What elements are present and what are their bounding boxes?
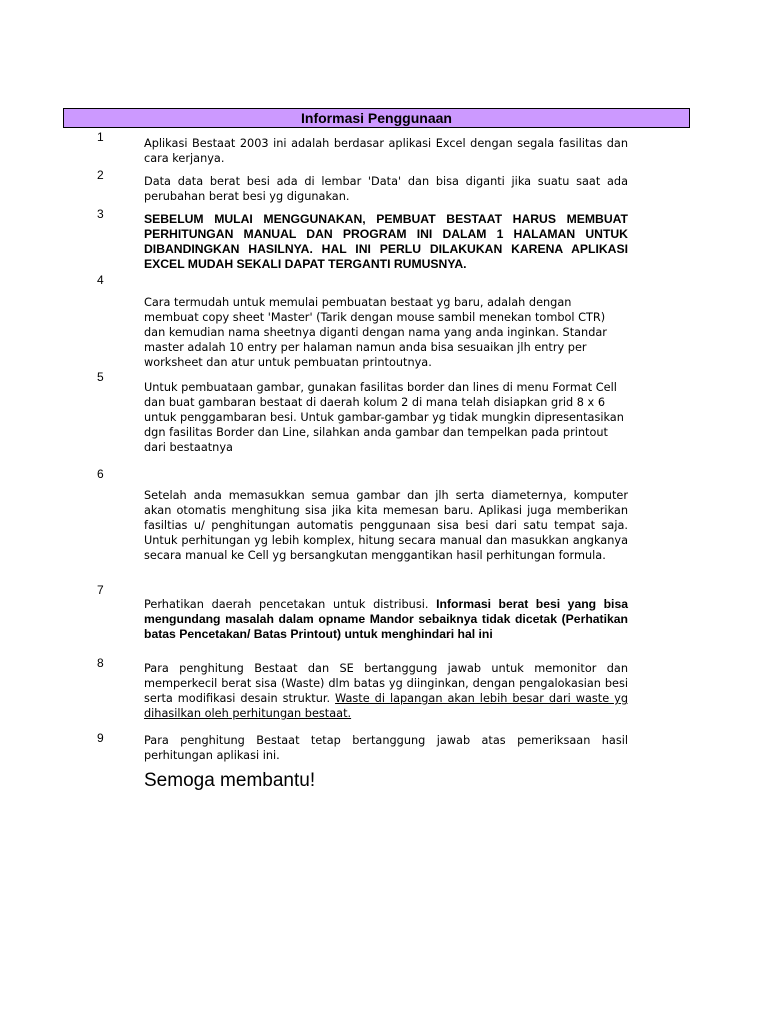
item-text-plain: Perhatikan daerah pencetakan untuk distribusi. <box>144 598 437 611</box>
section-title: Informasi Penggunaan <box>63 108 690 128</box>
item-text: Cara termudah untuk memulai pembuatan bestaat yg baru, adalah dengan membuat copy sheet 'Master' (Tarik dengan mouse sambil menekan tombol CTR) dan kemudian nama sheetnya diganti dengan nama yang anda inginkan. Standar master adalah 10 entry per halaman namun anda bisa sesuaikan jlh entry per worksheet dan atur untuk pembuatan printoutnya. <box>144 296 607 369</box>
item-text <box>144 597 628 642</box>
item-number: 3 <box>97 207 104 221</box>
item-text-plain: Para penghitung Bestaat dan SE bertanggung jawab untuk memonitor dan memperkecil berat sisa (Waste) dlm batas yg diinginkan, dengan pengalokasian besi serta modifikasi desain struktur. <box>144 662 628 705</box>
item-text <box>144 661 628 721</box>
item-number: 7 <box>97 583 104 597</box>
item-number: 2 <box>97 168 104 182</box>
item-text: SEBELUM MULAI MENGGUNAKAN, PEMBUAT BESTAAT HARUS MEMBUAT PERHITUNGAN MANUAL DAN PROGRAM INI DALAM 1 HALAMAN UNTUK DIBANDINGKAN HASILNYA. HAL INI PERLU DILAKUKAN KARENA APLIKASI EXCEL MUDAH SEKALI DAPAT TERGANTI RUMUSNYA. <box>144 212 628 271</box>
item-text: Untuk pembuataan gambar, gunakan fasilitas border dan lines di menu Format Cell dan buat gambaran bestaat di daerah kolum 2 di mana telah disiapkan grid 8 x 6 untuk penggambaran besi. Untuk gambar-gambar yg tidak mungkin dipresentasikan dgn fasilitas Border dan Line, silahkan anda gambar dan tempelkan pada printout dari bestaatnya <box>144 381 624 454</box>
item-text: Para penghitung Bestaat tetap bertanggung jawab atas pemeriksaan hasil perhitungan aplikasi ini. <box>144 734 628 762</box>
item-number: 9 <box>97 731 104 745</box>
item-text-underlined: Waste di lapangan akan lebih besar dari waste yg dihasilkan oleh perhitungan bestaat. <box>144 692 628 720</box>
closing-message: Semoga membantu! <box>144 770 316 791</box>
item-text: Setelah anda memasukkan semua gambar dan jlh serta diameternya, komputer akan otomatis menghitung sisa jika kita memesan baru. Aplikasi juga memberikan fasiltias u/ penghitungan automatis penggunaan sisa besi dari satu tempat saja. Untuk perhitungan yg lebih komplex, hitung secara manual dan masukkan angkanya secara manual ke Cell yg bersangkutan menggantikan hasil perhitungan formula. <box>144 489 628 562</box>
item-number: 5 <box>97 370 104 384</box>
item-number: 1 <box>97 130 104 144</box>
item-text-bold: Informasi berat besi yang bisa mengundang masalah dalam opname Mandor sebaiknya tidak dicetak (Perhatikan batas Pencetakan/ Batas Printout) untuk menghindari hal ini <box>144 597 628 641</box>
item-number: 4 <box>97 273 104 287</box>
item-number: 6 <box>97 467 104 481</box>
item-number: 8 <box>97 656 104 670</box>
item-text: Data data berat besi ada di lembar 'Data' dan bisa diganti jika suatu saat ada perubahan berat besi yg digunakan. <box>144 175 628 203</box>
item-text: Aplikasi Bestaat 2003 ini adalah berdasar aplikasi Excel dengan segala fasilitas dan cara kerjanya. <box>144 137 628 165</box>
